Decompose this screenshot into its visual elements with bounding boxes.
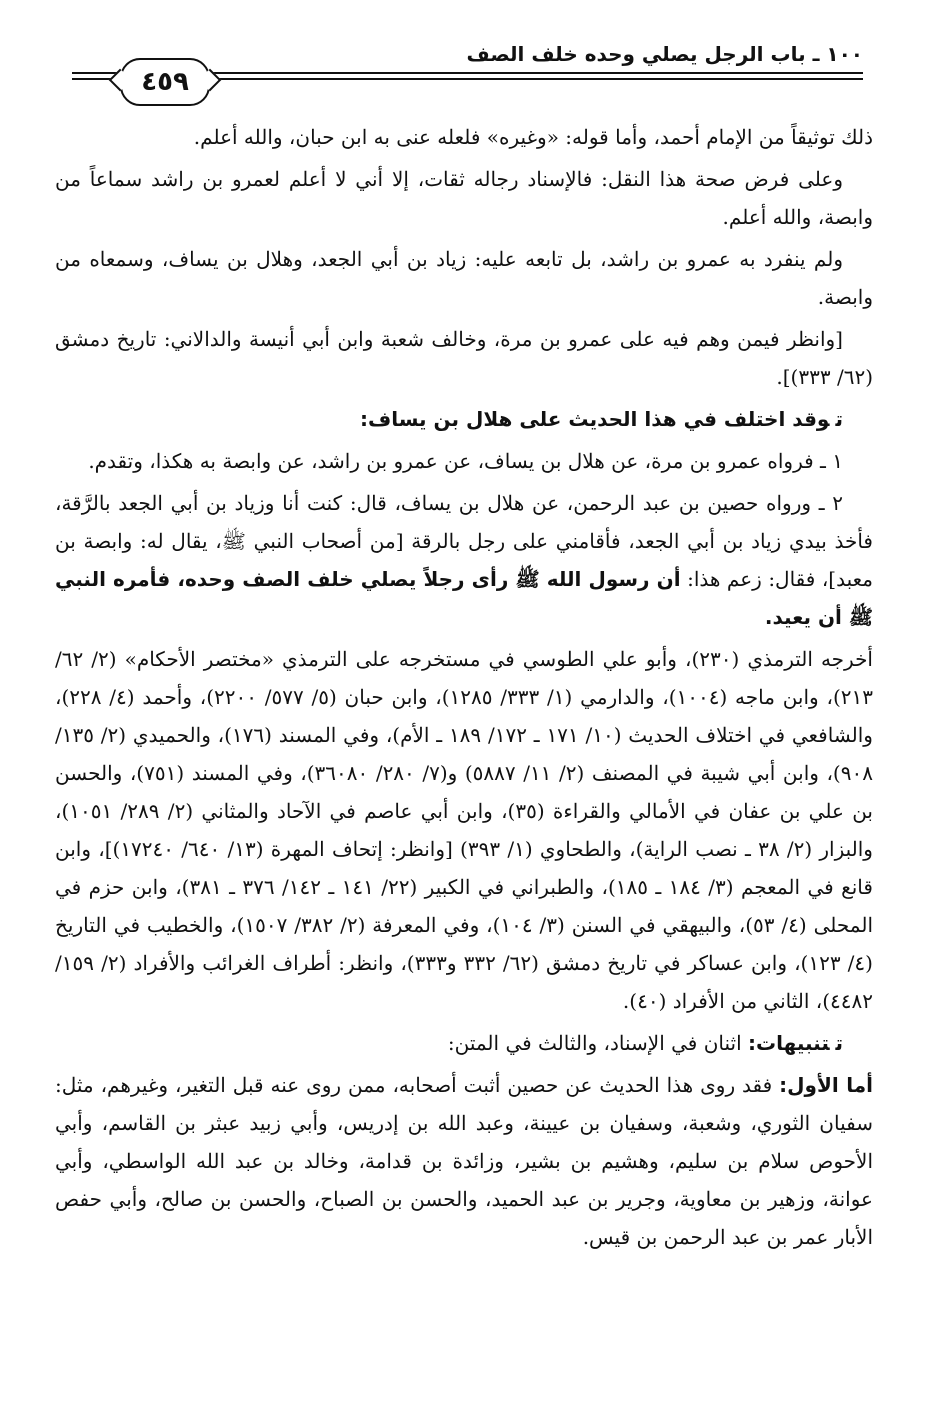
- paragraph-text: ١ ـ فرواه عمرو بن مرة، عن هلال بن يساف، عن عمرو بن راشد، عن وابصة به هكذا، وتقدم.: [88, 449, 843, 473]
- paragraph-text: [وانظر فيمن وهم فيه على عمرو بن مرة، وخالف شعبة وابن أبي أنيسة والدالاني: تاريخ دمشق (٦٢/ ٣٣٣)].: [55, 327, 873, 389]
- section-heading-text: وقد اختلف في هذا الحديث على هلال بن يساف:: [359, 407, 830, 431]
- lead-in-label: أما الأول:: [779, 1073, 873, 1097]
- paragraph-riwaya-2: [55, 484, 873, 636]
- paragraph-riwaya-1: [55, 442, 873, 480]
- bullet-icon: ت: [835, 1031, 843, 1055]
- hadith-text: أن رسول الله ﷺ رأى رجلاً يصلي خلف الصف وحده، فأمره النبي ﷺ أن يعيد.: [55, 567, 873, 629]
- section-heading-ikhtilaf: [55, 400, 873, 438]
- header-rule-bottom: [206, 78, 863, 80]
- chapter-title: ١٠٠ ـ باب الرجل يصلي وحده خلف الصف: [466, 42, 863, 66]
- paragraph-takhrij: [55, 640, 873, 1020]
- paragraph-2: [55, 160, 873, 236]
- paragraph-4: [55, 320, 873, 396]
- paragraph-text: اثنان في الإسناد، والثالث في المتن:: [447, 1031, 742, 1055]
- page-header: [80, 38, 863, 108]
- paragraph-3: [55, 240, 873, 316]
- section-heading-text: تنبيهات:: [748, 1031, 830, 1055]
- section-heading-tanbihat: [55, 1024, 873, 1062]
- paragraph-text: ولم ينفرد به عمرو بن راشد، بل تابعه عليه: زياد بن أبي الجعد، وهلال بن يساف، وسمعاه من وابصة.: [55, 247, 873, 309]
- paragraph-text: وعلى فرض صحة هذا النقل: فالإسناد رجاله ثقات، إلا أني لا أعلم لعمرو بن راشد سماعاً من وابصة، والله أعلم.: [55, 167, 873, 229]
- paragraph-text: ذلك توثيقاً من الإمام أحمد، وأما قوله: «وغيره» فلعله عنى به ابن حبان، والله أعلم.: [193, 125, 873, 149]
- header-rule-top: [206, 72, 863, 74]
- page-number: ٤٥٩: [141, 67, 189, 97]
- paragraph-awwal: [55, 1066, 873, 1256]
- paragraph-text: فقد روى هذا الحديث عن حصين أثبت أصحابه، ممن روى عنه قبل التغير، وغيرهم، مثل: سفيان الثوري، وشعبة، وسفيان بن عيينة، وعبد الله بن إدريس، وأبي زبيد عبثر بن القاسم، وأبي الأحوص سلام بن سليم، وهشيم بن بشير، وزائدة بن قدامة، وخالد بن عبد الله الواسطي، وأبي عوانة، وزهير بن معاوية، وجرير بن عبد الحميد، والحسن بن الصباح، والحسن بن صالح، وأبي حفص الأبار عمر بن عبد الرحمن بن قيس.: [55, 1073, 874, 1249]
- paragraph-text: ٢ ـ ورواه حصين بن عبد الرحمن، عن هلال بن يساف، قال: كنت أنا وزياد بن أبي الجعد بالرَّقة، فأخذ بيدي زياد بن أبي الجعد، فأقامني على رجل بالرقة [من أصحاب النبي ﷺ، يقال له: وابصة بن معبد]، فقال: زعم هذا:: [55, 491, 874, 591]
- header-rule-left-top: [72, 72, 118, 74]
- page-number-badge: [120, 58, 210, 106]
- bullet-icon: ت: [835, 407, 843, 431]
- paragraph-text: أخرجه الترمذي (٢٣٠)، وأبو علي الطوسي في مستخرجه على الترمذي «مختصر الأحكام» (٢/ ٦٢/ ٢١٣)، وابن ماجه (١٠٠٤)، والدارمي (١/ ٣٣٣/ ١٢٨٥)، وابن حبان (٥/ ٥٧٧/ ٢٢٠٠)، وأحمد (٤/ ٢٢٨)، والشافعي في اختلاف الحديث (١٠/ ١٧١ ـ ١٧٢/ ١٨٩ ـ الأم)، وفي المسند (١٧٦)، والحميدي (٢/ ١٣٥/ ٩٠٨)، وابن أبي شيبة في المصنف (٢/ ١١/ ٥٨٨٧) و(٧/ ٢٨٠/ ٣٦٠٨٠)، وفي المسند (٧٥١)، والحسن بن علي بن عفان في الأمالي والقراءة (٣٥)، وابن أبي عاصم في الآحاد والمثاني (٢/ ٢٨٩/ ١٠٥١)، والبزار (٢/ ٣٨ ـ نصب الراية)، والطحاوي (١/ ٣٩٣) [وانظر: إتحاف المهرة (١٣/ ٦٤٠/ ١٧٢٤٠)]، وابن قانع في المعجم (٣/ ١٨٤ ـ ١٨٥)، والطبراني في الكبير (٢٢/ ١٤١ ـ ١٤٢/ ٣٧٦ ـ ٣٨١)، وابن حزم في المحلى (٤/ ٥٣)، والبيهقي في السنن (٣/ ١٠٤)، وفي المعرفة (٢/ ٣٨٢/ ١٥٠٧)، والخطيب في التاريخ (٤/ ١٢٣)، وابن عساكر في تاريخ دمشق (٦٢/ ٣٣٢ و٣٣٣)، وانظر: أطراف الغرائب والأفراد (٢/ ١٥٩/ ٤٤٨٢)، الثاني من الأفراد (٤٠).: [55, 647, 873, 1013]
- main-text: [55, 118, 873, 1260]
- paragraph-1: [55, 118, 873, 156]
